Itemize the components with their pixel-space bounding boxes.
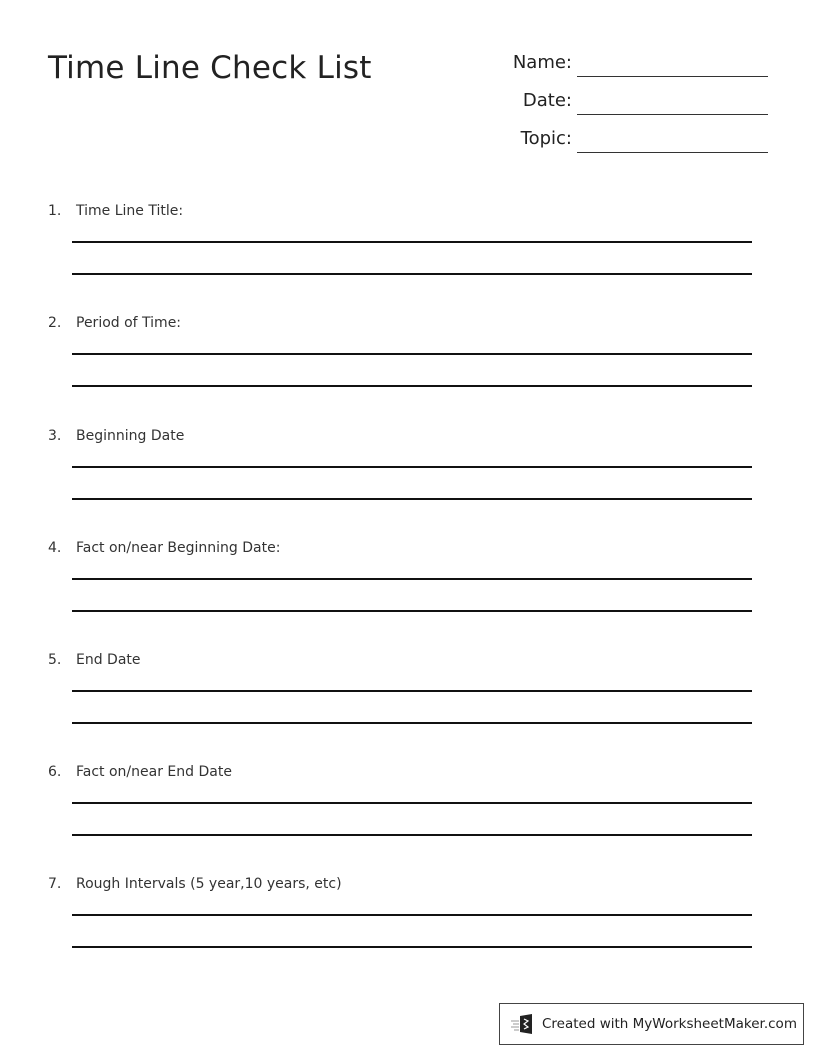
footer-text: Created with MyWorksheetMaker.com [542, 1016, 797, 1032]
date-input-line[interactable] [577, 114, 768, 115]
worksheet-title: Time Line Check List [48, 50, 372, 86]
item-number: 1. [48, 203, 62, 219]
item-text: Time Line Title: [76, 203, 184, 219]
answer-line[interactable] [72, 914, 752, 916]
item-text: Rough Intervals (5 year,10 years, etc) [76, 876, 342, 892]
answer-line[interactable] [72, 690, 752, 692]
item-text: Fact on/near Beginning Date: [76, 540, 281, 556]
answer-line[interactable] [72, 273, 752, 275]
checklist-item-4 [48, 539, 752, 639]
date-label: Date: [522, 90, 572, 111]
answer-line[interactable] [72, 241, 752, 243]
date-field[interactable] [490, 88, 770, 118]
item-text: End Date [76, 652, 141, 668]
footer-badge[interactable] [499, 1003, 804, 1045]
answer-line[interactable] [72, 498, 752, 500]
item-number: 7. [48, 876, 62, 892]
topic-label: Topic: [520, 128, 572, 149]
item-text: Period of Time: [76, 315, 182, 331]
item-number: 6. [48, 764, 62, 780]
answer-line[interactable] [72, 946, 752, 948]
answer-line[interactable] [72, 834, 752, 836]
answer-line[interactable] [72, 353, 752, 355]
answer-line[interactable] [72, 578, 752, 580]
checklist-item-5 [48, 651, 752, 751]
answer-line[interactable] [72, 466, 752, 468]
checklist-item-6 [48, 763, 752, 863]
item-number: 3. [48, 428, 62, 444]
answer-line[interactable] [72, 385, 752, 387]
topic-field[interactable] [490, 126, 770, 156]
worksheet-logo-icon [510, 1013, 536, 1035]
checklist-item-1 [48, 202, 752, 302]
name-input-line[interactable] [577, 76, 768, 77]
name-label: Name: [512, 52, 572, 73]
checklist-item-2 [48, 314, 752, 414]
item-number: 4. [48, 540, 62, 556]
answer-line[interactable] [72, 722, 752, 724]
item-number: 2. [48, 315, 62, 331]
item-text: Fact on/near End Date [76, 764, 232, 780]
name-field[interactable] [490, 50, 770, 80]
checklist-item-7 [48, 875, 752, 975]
checklist-item-3 [48, 427, 752, 527]
answer-line[interactable] [72, 802, 752, 804]
answer-line[interactable] [72, 610, 752, 612]
item-number: 5. [48, 652, 62, 668]
item-text: Beginning Date [76, 428, 185, 444]
topic-input-line[interactable] [577, 152, 768, 153]
